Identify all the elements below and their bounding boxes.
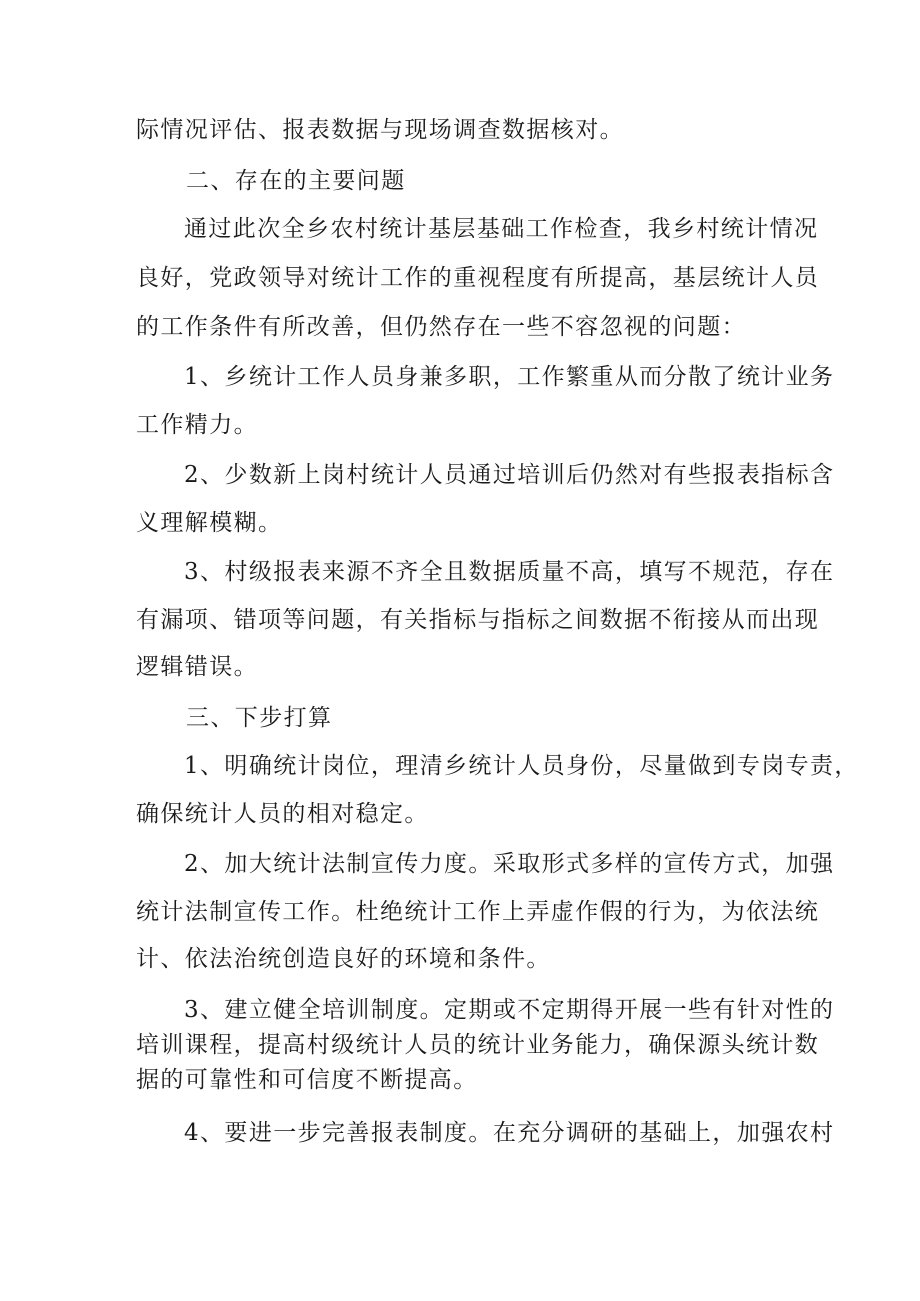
- text-line: 际情况评估、报表数据与现场调查数据核对。: [136, 117, 624, 143]
- text-line: 通过此次全乡农村统计基层基础工作检查，我乡村统计情况: [184, 216, 819, 242]
- text-line: 1、明确统计岗位，理清乡统计人员身份，尽量做到专岗专责，: [184, 753, 859, 779]
- text-line: 培训课程，提高村级统计人员的统计业务能力，确保源头统计数: [136, 1032, 820, 1058]
- text-line: 3、建立健全培训制度。定期或不定期得开展一些有针对性的: [184, 997, 835, 1023]
- text-line: 3、村级报表来源不齐全且数据质量不高，填写不规范，存在: [184, 559, 835, 585]
- text-line: 义理解模糊。: [136, 510, 283, 536]
- text-line: 计、依法治统创造良好的环境和条件。: [136, 946, 551, 972]
- text-line: 2、少数新上岗村统计人员通过培训后仍然对有些报表指标含: [184, 462, 835, 488]
- text-line: 工作精力。: [136, 412, 258, 438]
- section-heading: 二、存在的主要问题: [186, 168, 406, 194]
- text-line: 确保统计人员的相对稳定。: [136, 801, 429, 827]
- text-line: 统计法制宣传工作。杜绝统计工作上弄虚作假的行为，为依法统: [136, 899, 820, 925]
- text-line: 据的可靠性和可信度不断提高。: [136, 1067, 478, 1093]
- text-line: 的工作条件有所改善，但仍然存在一些不容忽视的问题：: [136, 314, 746, 340]
- text-line: 4、要进一步完善报表制度。在充分调研的基础上，加强农村: [184, 1120, 835, 1146]
- text-line: 1、乡统计工作人员身兼多职，工作繁重从而分散了统计业务: [184, 364, 835, 390]
- text-line: 有漏项、错项等问题，有关指标与指标之间数据不衔接从而出现: [136, 607, 820, 633]
- section-heading: 三、下步打算: [186, 705, 333, 731]
- text-line: 良好，党政领导对统计工作的重视程度有所提高，基层统计人员: [136, 265, 820, 291]
- text-line: 逻辑错误。: [136, 654, 258, 680]
- text-line: 2、加大统计法制宣传力度。采取形式多样的宣传方式，加强: [184, 851, 835, 877]
